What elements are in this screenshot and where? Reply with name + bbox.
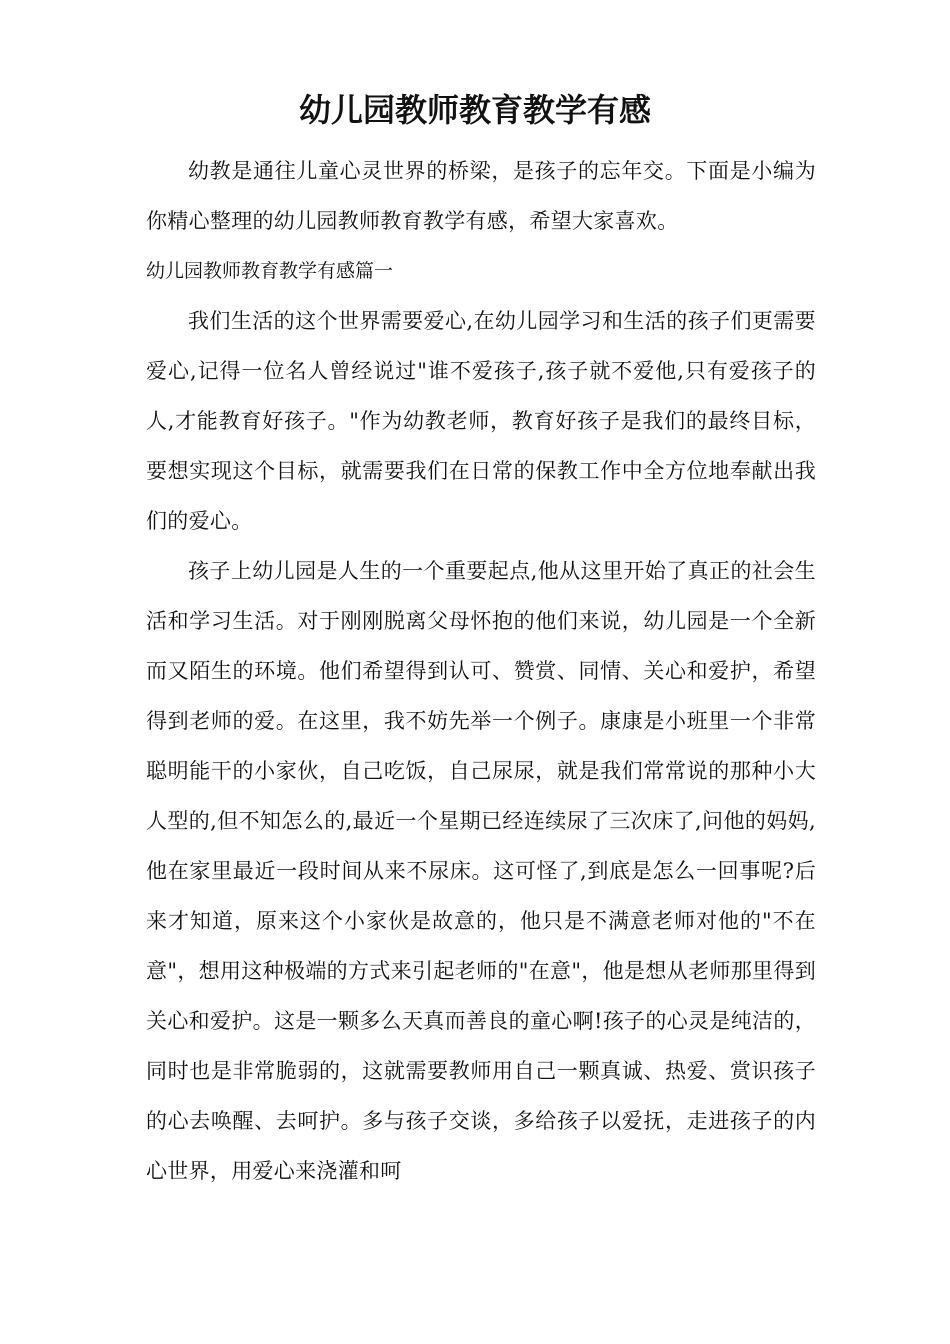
- document-title: 幼儿园教师教育教学有感: [298, 91, 651, 129]
- section-heading: 幼儿园教师教育教学有感篇一: [146, 260, 394, 282]
- document-body: [146, 146, 816, 1196]
- intro-paragraph: 幼教是通往儿童心灵世界的桥梁，是孩子的忘年交。下面是小编为你精心整理的幼儿园教师教育教学有感，希望大家喜欢。: [146, 159, 816, 233]
- body-paragraph-1: 我们生活的这个世界需要爱心,在幼儿园学习和生活的孩子们更需要爱心,记得一位名人曾经说过"谁不爱孩子,孩子就不爱他,只有爱孩子的人,才能教育好孩子。"作为幼教老师，教育好孩子是我们的最终目标，要想实现这个目标，就需要我们在日常的保教工作中全方位地奉献出我们的爱心。: [146, 309, 816, 533]
- body-paragraph-2: 孩子上幼儿园是人生的一个重要起点,他从这里开始了真正的社会生活和学习生活。对于刚刚脱离父母怀抱的他们来说，幼儿园是一个全新而又陌生的环境。他们希望得到认可、赞赏、同情、关心和爱护，希望得到老师的爱。在这里，我不妨先举一个例子。康康是小班里一个非常聪明能干的小家伙，自己吃饭，自己尿尿，就是我们常常说的那种小大人型的,但不知怎么的,最近一个星期已经连续尿了三次床了,问他的妈妈,他在家里最近一段时间从来不尿床。这可怪了,到底是怎么一回事呢?后来才知道，原来这个小家伙是故意的，他只是不满意老师对他的"不在意"，想用这种极端的方式来引起老师的"在意"，他是想从老师那里得到关心和爱护。这是一颗多么天真而善良的童心啊!孩子的心灵是纯洁的，同时也是非常脆弱的，这就需要教师用自己一颗真诚、热爱、赏识孩子的心去唤醒、去呵护。多与孩子交谈，多给孩子以爱抚，走进孩子的内心世界，用爱心来浇灌和呵: [146, 559, 816, 1183]
